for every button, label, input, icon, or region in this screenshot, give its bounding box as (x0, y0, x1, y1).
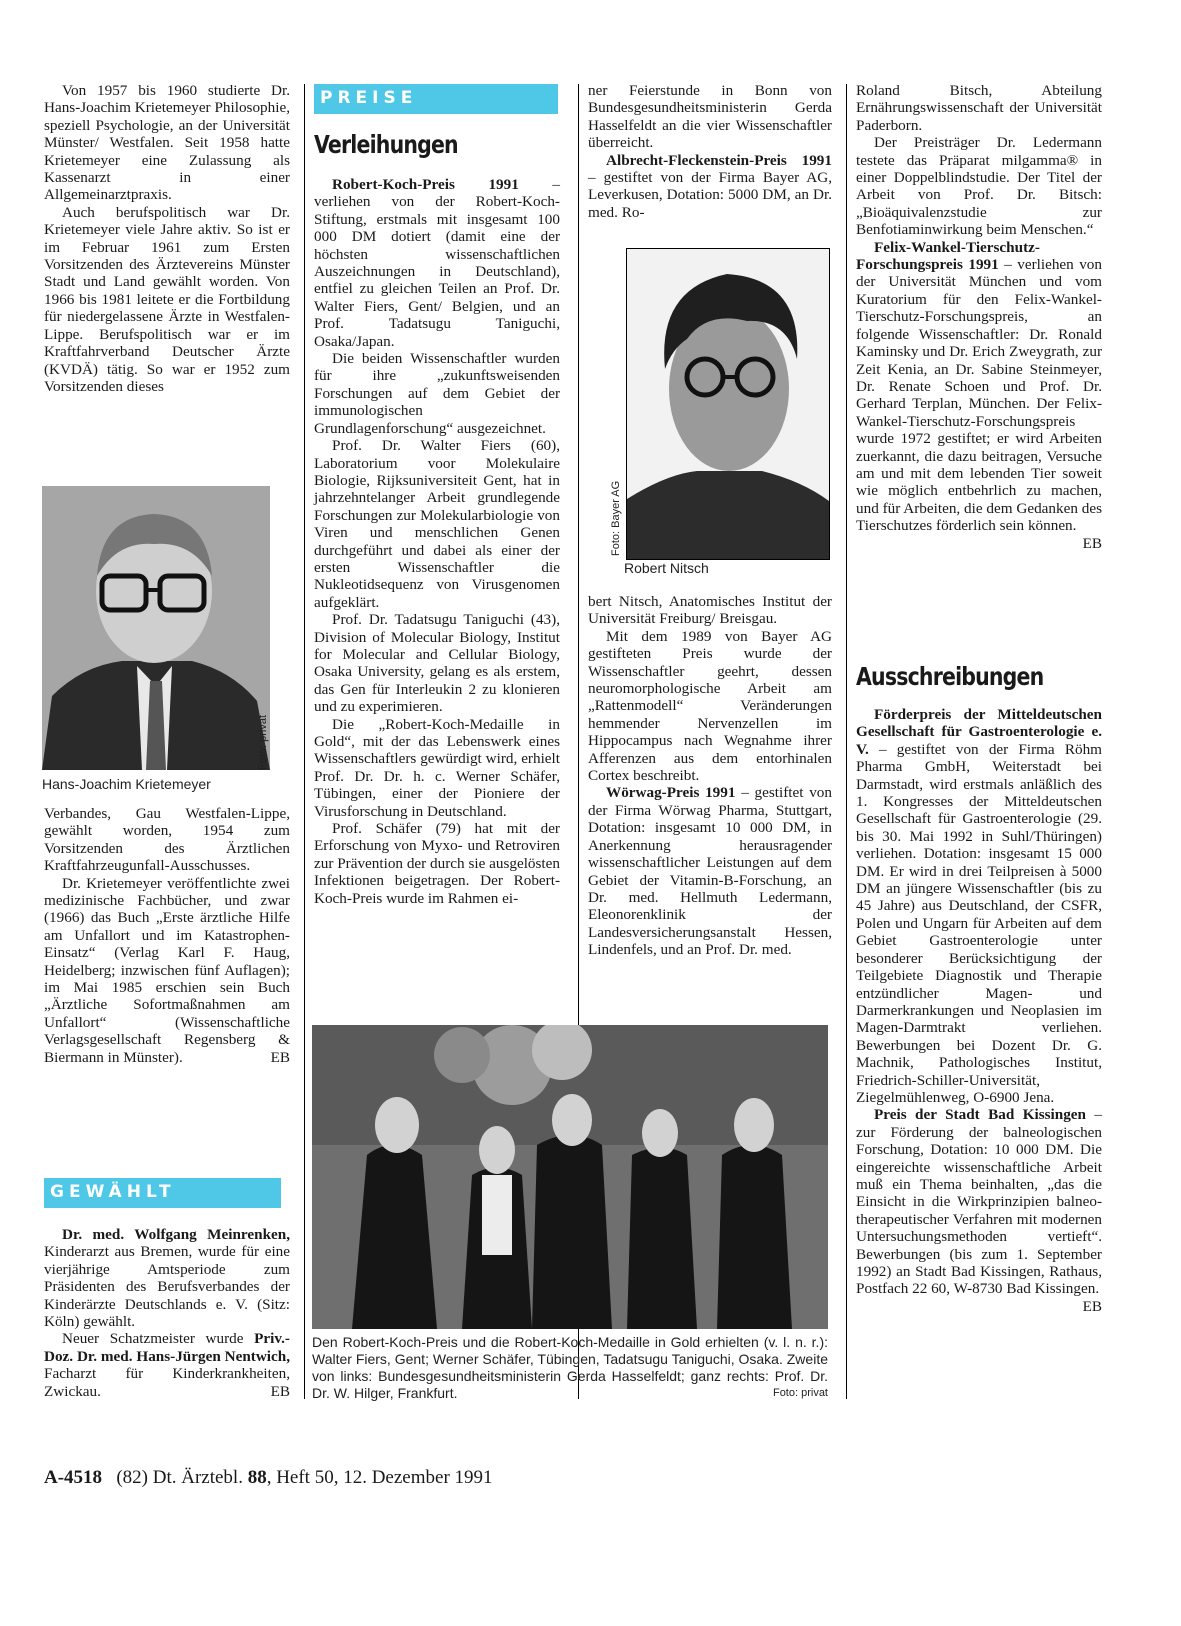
paragraph (44, 1330, 290, 1400)
paragraph: Verbandes, Gau Westfalen-Lippe, gewählt worden, 1954 zum Vorsitzenden des Ärztlichen Kraftfahrzeugunfall-Ausschusses. (44, 805, 290, 875)
column-1-middle (44, 805, 290, 1066)
bold-prize: Preis der Stadt Bad Kissingen (874, 1106, 1086, 1124)
section-banner-preise (314, 84, 558, 114)
paragraph-text: – gestiftet von der Firma Wörwag Pharma, Stuttgart, Dotation: insgesamt 10 000 DM, in Anerkennung herausragender wissenschaftlicher Leistungen auf dem Gebiet der Vitamin-B-Forschung, an Dr. med. Hellmuth Ledermann, Eleonorenklinik der Landesversicherungsanstalt Hessen, Lindenfels, und an Prof. Dr. med. (588, 784, 832, 959)
column-1-gewaehlt (44, 1226, 290, 1400)
paragraph: Der Preisträger Dr. Ledermann testete das Präparat milgamma® in einer Doppelblindstudie. Der Titel der Arbeit von Prof. Dr. Bitsch: „Bioäquivalenzstudie zur Benfotiaminwirkung beim Menschen.“ (856, 134, 1102, 239)
paragraph (44, 875, 290, 1066)
issue-date: , Heft 50, 12. Dezember 1991 (266, 1467, 493, 1488)
caption-text: Den Robert-Koch-Preis und die Robert-Koch-Medaille in Gold erhielten (v. l. n. r.): Walter Fiers, Gent; Werner Schäfer, Tübingen, Tadatsugu Taniguchi, Osaka. Zweite von links: Bundesgesundheitsministerin Gerda Hasselfeldt; ganz rechts: Prof. Dr. Dr. W. Hilger, Frankfurt. (312, 1334, 828, 1401)
paragraph-text: Neuer Schatzmeister wurde (62, 1330, 255, 1348)
headline-verleihungen: Verleihungen (314, 130, 458, 159)
page-number: A-4518 (44, 1467, 103, 1488)
paragraph: bert Nitsch, Anatomisches Institut der Universität Freiburg/ Breisgau. (588, 593, 832, 628)
paragraph (314, 176, 560, 350)
column-rule-3 (846, 84, 847, 1399)
photo-credit: Foto: privat (772, 1387, 828, 1399)
group-illustration (312, 1025, 828, 1329)
group-photo-caption (312, 1334, 828, 1402)
paragraph: Die „Robert-Koch-Medaille in Gold“, mit der das Lebenswerk eines Wissenschaftlers gewürdigt wird, erhielt Prof. Dr. Dr. h. c. Werner Schäfer, Tübingen, einer der Pioniere der Virusforschung in Deutschland. (314, 715, 560, 820)
column-rule-1 (304, 84, 305, 1399)
banner-label: GEWÄHLT (50, 1182, 176, 1202)
paragraph: Roland Bitsch, Abteilung Ernährungswissenschaft der Universität Paderborn. (856, 82, 1102, 134)
paragraph-text: Dr. Krietemeyer veröffentlichte zwei medizinische Fachbücher, und zwar (1966) das Buch „Erste ärztliche Hilfe am Unfallort und im Katastrophen-Einsatz“ (Verlag Karl F. Haug, Heidelberg; inzwischen fünf Auflagen); im Mai 1985 erschien sein Buch „Ärztliche Sofortmaßnahmen am Unfallort“ (Wissenschaftliche Verlagsgesellschaft Regensberg & Biermann in Münster). (44, 874, 290, 1066)
bold-prize: Albrecht-Fleckenstein-Preis 1991 (606, 151, 832, 169)
bold-prize: Felix-Wankel-Tierschutz-Forschungspreis 1991 (856, 238, 1040, 274)
bold-name: Priv.-Doz. Dr. med. Hans-Jürgen Nentwich, (44, 1330, 290, 1365)
paragraph (588, 152, 832, 222)
signature: EB (270, 1048, 290, 1066)
column-1-top (44, 82, 290, 395)
group-photo-award-ceremony (312, 1025, 828, 1329)
paragraph: Prof. Dr. Tadatsugu Taniguchi (43), Division of Molecular Biology, Institut for Molecular and Cellular Biology, Osaka University, gelang es als erstem, das Gen für Interleukin 2 zu klonieren und zu experimieren. (314, 611, 560, 716)
portrait-photo-krietemeyer (42, 486, 270, 770)
bold-prize: Wörwag-Preis 1991 (606, 784, 736, 802)
paragraph: Prof. Dr. Walter Fiers (60), Laboratorium voor Molekulaire Biologie, Rijksuniversiteit Gent, hat in jahrzehntelanger Arbeit grundlegende Forschungen zur Molekularbiologie von Viren und menschlichen Genen durchgeführt und dabei als einer der ersten Wissenschaftler die Nukleotidsequenz von Virusgenomen aufgeklärt. (314, 437, 560, 611)
signature: EB (1082, 534, 1102, 552)
column-3-middle (588, 593, 832, 959)
bold-prize: Förderpreis der Mitteldeutschen Gesellschaft für Gastroenterologie e. V. (856, 706, 1102, 758)
photo-credit: Foto: Bayer AG (610, 480, 622, 556)
paragraph: Auch berufspolitisch war Dr. Krietemeyer viele Jahre aktiv. So ist er im Februar 1961 zum Ersten Vorsitzenden des Ärztevereins Münster Stadt und Land gewählt worden. Von 1966 bis 1981 leitete er die Fortbildung für niedergelassene Ärzte in Westfalen-Lippe. Berufspolitisch war er im Kraftfahrverband Deutscher Ärzte (KVDÄ) tätig. So war er 1952 zum Vorsitzenden dieses (44, 203, 290, 395)
paragraph (856, 706, 1102, 1106)
banner-label: PREISE (320, 88, 418, 108)
column-4-top (856, 82, 1102, 552)
portrait-photo-nitsch (626, 248, 830, 560)
paragraph-text: – zur Förderung der balneologischen Forschung, Dotation: 10 000 DM. Die eingereichte wissenschaftliche Arbeit muß ein Thema beinhalten, „das die Einsicht in die Wirkprinzipien balneo-therapeutischer Verfahren mit modernen Untersuchungsmethoden vertieft“. Bewerbungen (bis zum 1. September 1992) an Stadt Bad Kissingen, Rathaus, Postfach 22 60, W-8730 Bad Kissingen. (856, 1106, 1103, 1298)
section-banner-gewaehlt (44, 1178, 281, 1208)
paragraph: Mit dem 1989 von Bayer AG gestifteten Preis wurde der Wissenschaftler geehrt, dessen neuromorphologische Arbeit am „Rattenmodell“ Veränderungen hemmender Nervenzellen im Hippocampus nach Wegnahme ihrer Afferenzen aus dem entorhinalen Cortex beschreibt. (588, 627, 832, 785)
paragraph (856, 1106, 1103, 1315)
portrait-illustration (627, 249, 829, 559)
paragraph-text: – verliehen von der Universität München und vom Kuratorium für den Felix-Wankel-Tierschutz-Forschungspreis, an folgende Wissenschaftler: Dr. Ronald Kaminsky und Dr. Erich Zweygrath, zur Zeit Kenia, an Dr. Sabine Steinmeyer, Dr. Renate Schoen und Prof. Dr. Gerhard Terplan, München. Der Felix-Wankel-Tierschutz-Forschungspreis wurde 1972 gestiftet; er wird Arbeiten zuerkannt, die dazu beitragen, Versuche am und mit dem lebenden Tier soweit wie möglich entbehrlich zu machen, und für Arbeiten, die dem Gedanken des Tierschutzes förderlich sein können. (856, 256, 1102, 535)
headline-ausschreibungen: Ausschreibungen (856, 662, 1044, 691)
column-2 (314, 176, 560, 907)
paragraph: Prof. Schäfer (79) hat mit der Erforschung von Myxo- und Retroviren zur Prävention der durch sie ausgelösten Infektionen beigetragen. Der Robert-Koch-Preis wurde im Rahmen ei- (314, 820, 560, 907)
signature: EB (270, 1382, 290, 1400)
paragraph-text: Kinderarzt aus Bremen, wurde für eine vierjährige Amtsperiode zum Präsidenten des Berufsverbandes der Kinderärzte Deutschlands e. V. (Sitz: Köln) gewählt. (44, 1243, 290, 1331)
journal-reference: (82) Dt. Ärztebl. (116, 1467, 243, 1488)
bold-name: Dr. med. Wolfgang Meinrenken, (62, 1226, 290, 1243)
paragraph-text: Facharzt für Kinderkrankheiten, Zwickau. (44, 1365, 290, 1400)
paragraph: ner Feierstunde in Bonn von Bundesgesundheitsministerin Gerda Hasselfeldt an die vier Wissenschaftler überreicht. (588, 82, 832, 152)
paragraph: Die beiden Wissenschaftler wurden für ihre „zukunftsweisenden Forschungen auf dem Gebiet der immunologischen Grundlagenforschung“ ausgezeichnet. (314, 350, 560, 437)
signature: EB (1082, 1297, 1102, 1315)
paragraph-text: – gestiftet von der Firma Bayer AG, Leverkusen, Dotation: 5000 DM, an Dr. med. Ro- (588, 169, 832, 221)
photo-caption: Hans-Joachim Krietemeyer (42, 776, 211, 792)
photo-credit: Foto: privat (257, 714, 269, 770)
paragraph (44, 1226, 290, 1330)
photo-caption: Robert Nitsch (624, 560, 709, 576)
paragraph-text: – gestiftet von der Firma Röhm Pharma GmbH, Weiterstadt bei Darmstadt, wird erstmals anläßlich des 1. Kongresses der Mitteldeutschen Gesellschaft für Gastroenterologie (29. bis 30. Mai 1992 in Suhl/Thüringen) verliehen. Dotation: insgesamt 15 000 DM. Er wird in drei Teilpreisen à 5000 DM an jüngere Wissenschaftler (bis zu 45 Jahre) aus Deutschland, der CSFR, Polen und Ungarn für Arbeiten auf dem Gebiet Gastroenterologie unter besonderer Berücksichtigung der Teilgebiete Diagnostik und Therapie entzündlicher Magen- und Darmerkrankungen und Neoplasien im Magen-Darmtrakt verliehen. Bewerbungen bei Dozent Dr. G. Machnik, Pathologisches Institut, Friedrich-Schiller-Universität, Ziegelmühlenweg, O-6900 Jena. (856, 740, 1102, 1106)
paragraph (588, 784, 832, 958)
portrait-illustration (42, 486, 270, 770)
bold-prize: Robert-Koch-Preis 1991 (332, 176, 519, 193)
page-footer (44, 1467, 493, 1489)
paragraph (856, 238, 1102, 552)
volume-number: 88 (247, 1467, 267, 1488)
column-3-top (588, 82, 832, 221)
paragraph-text: – verliehen von der Robert-Koch-Stiftung, erstmals mit insgesamt 100 000 DM dotiert (damit eine der höchsten wissenschaftlichen Auszeichnungen in Deutschland), entfiel zu gleichen Teilen an Prof. Dr. Walter Fiers, Gent/ Belgien, und an Prof. Tadatsugu Taniguchi, Osaka/Japan. (314, 176, 560, 350)
column-4-bottom (856, 706, 1102, 1315)
paragraph: Von 1957 bis 1960 studierte Dr. Hans-Joachim Krietemeyer Philosophie, speziell Psychologie, an der Universität Münster/ Westfalen. Seit 1958 hatte Krietemeyer eine Zulassung als Kassenarzt in einer Allgemeinarztpraxis. (44, 82, 290, 204)
